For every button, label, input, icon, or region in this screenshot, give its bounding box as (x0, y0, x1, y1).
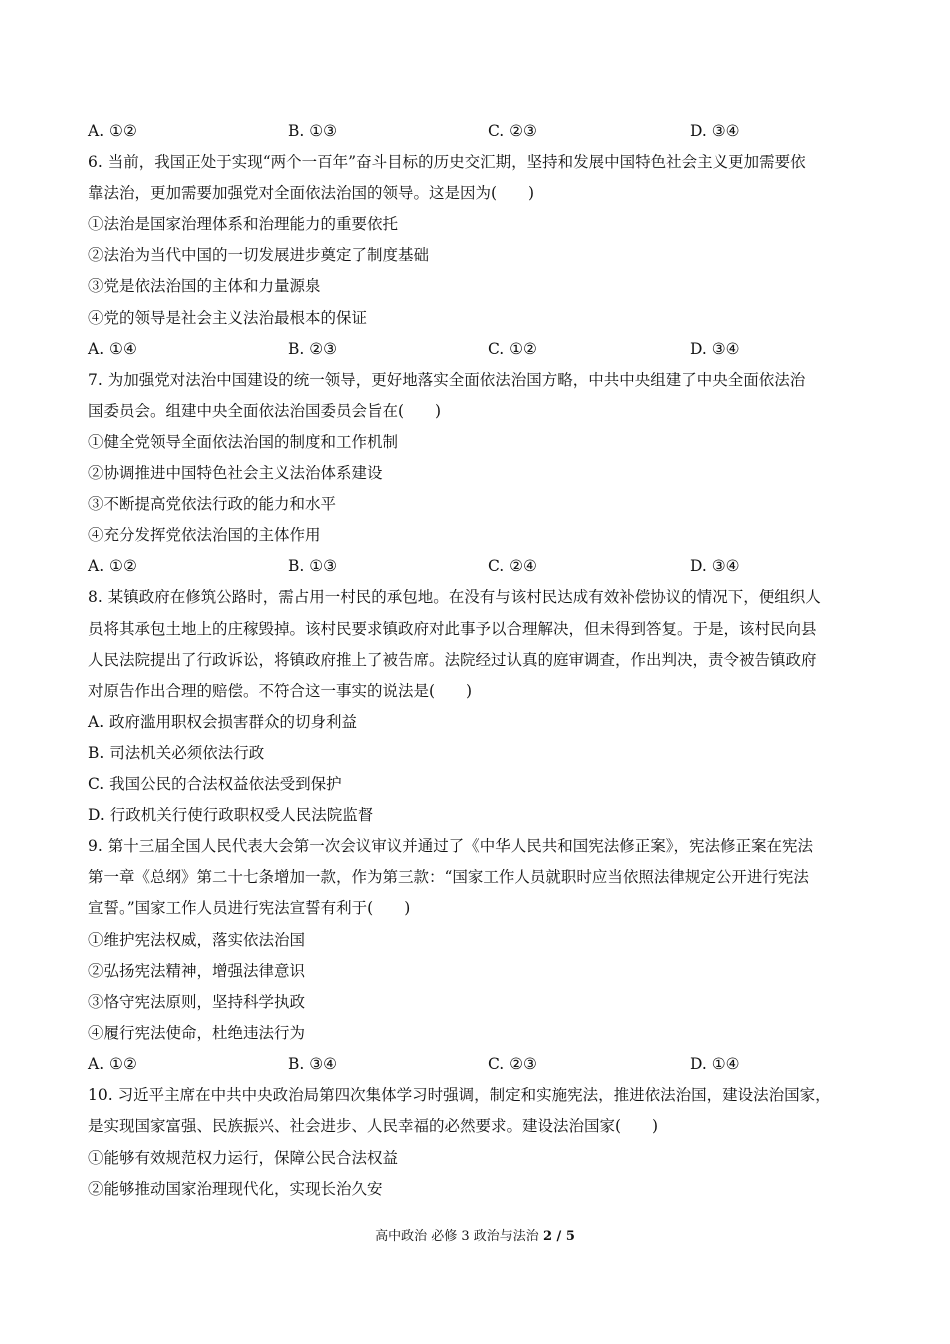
footer-page-separator: / (552, 1229, 566, 1244)
footer-page-total: 5 (565, 1229, 575, 1244)
q7-options (88, 556, 868, 576)
q7-item-2: ②协调推进中国特色社会主义法治体系建设 (88, 464, 383, 482)
q8-option-a: A. 政府滥用职权会损害群众的切身利益 (88, 713, 358, 731)
q5-option-a: A. ①② (88, 122, 137, 140)
q8-option-b: B. 司法机关必须依法行政 (88, 744, 265, 762)
footer-page-current: 2 (542, 1229, 552, 1244)
q5-option-b: B. ①③ (288, 122, 338, 140)
q6-item-4: ④党的领导是社会主义法治最根本的保证 (88, 309, 368, 327)
q6-item-2: ②法治为当代中国的一切发展进步奠定了制度基础 (88, 246, 430, 264)
q5-option-c: C. ②③ (488, 122, 537, 140)
q8-stem-line-4: 对原告作出合理的赔偿。不符合这一事实的说法是( ) (88, 682, 473, 700)
q6-stem-line-1: 6. 当前，我国正处于实现“两个一百年”奋斗目标的历史交汇期，坚持和发展中国特色社会主义更加需要依 (88, 153, 806, 171)
q6-option-d: D. ③④ (690, 340, 740, 358)
q8-option-d: D. 行政机关行使行政职权受人民法院监督 (88, 806, 374, 824)
q10-stem-line-1: 10. 习近平主席在中共中央政治局第四次集体学习时强调，制定和实施宪法，推进依法治国，建设法治国家， (88, 1086, 831, 1104)
q9-stem-line-2: 第一章《总纲》第二十七条增加一款，作为第三款：“国家工作人员就职时应当依照法律规定公开进行宪法 (88, 868, 809, 886)
q6-option-a: A. ①④ (88, 340, 137, 358)
q7-option-c: C. ②④ (488, 557, 537, 575)
q9-option-c: C. ②③ (488, 1055, 537, 1073)
q10-item-1: ①能够有效规范权力运行，保障公民合法权益 (88, 1149, 399, 1167)
q7-option-d: D. ③④ (690, 557, 740, 575)
q10-stem-line-2: 是实现国家富强、民族振兴、社会进步、人民幸福的必然要求。建设法治国家( ) (88, 1117, 659, 1135)
q8-option-c: C. 我国公民的合法权益依法受到保护 (88, 775, 342, 793)
q9-item-2: ②弘扬宪法精神，增强法律意识 (88, 962, 306, 980)
q7-item-3: ③不断提高党依法行政的能力和水平 (88, 495, 337, 513)
q10-item-2: ②能够推动国家治理现代化，实现长治久安 (88, 1180, 383, 1198)
q7-item-4: ④充分发挥党依法治国的主体作用 (88, 526, 321, 544)
q9-stem-line-1: 9. 第十三届全国人民代表大会第一次会议审议并通过了《中华人民共和国宪法修正案》，宪法修正案在宪法 (88, 837, 813, 855)
q6-item-3: ③党是依法治国的主体和力量源泉 (88, 277, 321, 295)
q9-stem-line-3: 宣誓。”国家工作人员进行宪法宣誓有利于( ) (88, 899, 411, 917)
q9-item-3: ③恪守宪法原则，坚持科学执政 (88, 993, 306, 1011)
q6-option-c: C. ①② (488, 340, 537, 358)
q6-item-1: ①法治是国家治理体系和治理能力的重要依托 (88, 215, 399, 233)
q6-stem-line-2: 靠法治，更加需要加强党对全面依法治国的领导。这是因为( ) (88, 184, 535, 202)
q7-stem-line-1: 7. 为加强党对法治中国建设的统一领导，更好地落实全面依法治国方略，中共中央组建了中央全面依法治 (88, 371, 806, 389)
q5-option-d: D. ③④ (690, 122, 740, 140)
q9-option-a: A. ①② (88, 1055, 137, 1073)
q9-item-1: ①维护宪法权威，落实依法治国 (88, 931, 306, 949)
footer-course: 高中政治 必修 3 政治与法治 (375, 1229, 539, 1244)
page-footer (0, 1228, 950, 1246)
q7-option-b: B. ①③ (288, 557, 338, 575)
q7-option-a: A. ①② (88, 557, 137, 575)
q9-option-b: B. ③④ (288, 1055, 338, 1073)
q7-item-1: ①健全党领导全面依法治国的制度和工作机制 (88, 433, 399, 451)
q5-options (88, 121, 868, 141)
q7-stem-line-2: 国委员会。组建中央全面依法治国委员会旨在( ) (88, 402, 442, 420)
q9-options (88, 1054, 868, 1074)
q6-options (88, 339, 868, 359)
q8-stem-line-2: 员将其承包土地上的庄稼毁掉。该村民要求镇政府对此事予以合理解决，但未得到答复。于是，该村民向县 (88, 620, 817, 638)
q8-stem-line-1: 8. 某镇政府在修筑公路时，需占用一村民的承包地。在没有与该村民达成有效补偿协议的情况下，便组织人 (88, 588, 821, 606)
q6-option-b: B. ②③ (288, 340, 338, 358)
q9-option-d: D. ①④ (690, 1055, 740, 1073)
q8-stem-line-3: 人民法院提出了行政诉讼，将镇政府推上了被告席。法院经过认真的庭审调查，作出判决，责令被告镇政府 (88, 651, 817, 669)
q9-item-4: ④履行宪法使命，杜绝违法行为 (88, 1024, 306, 1042)
